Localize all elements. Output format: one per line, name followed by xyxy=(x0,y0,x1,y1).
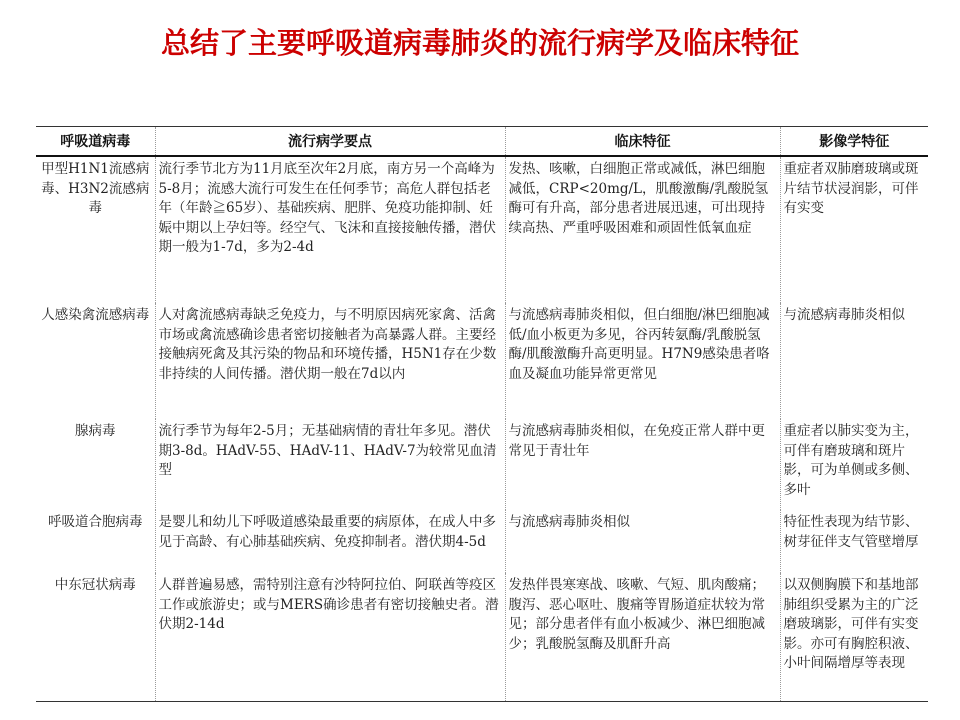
header-row xyxy=(36,127,928,157)
imaging-cell: 与流感病毒肺炎相似 xyxy=(780,303,928,419)
table-row xyxy=(36,303,928,419)
table-row xyxy=(36,419,928,510)
table-row xyxy=(36,510,928,573)
epidemiology-cell: 流行季节为每年2-5月；无基础病情的青壮年多见。潜伏期3-8d。HAdV-55、HAdV-11、HAdV-7为较常见血清型 xyxy=(155,419,505,510)
virus-name: 腺病毒 xyxy=(75,423,116,439)
comparison-table xyxy=(36,126,928,702)
clinical-cell: 发热、咳嗽，白细胞正常或减低，淋巴细胞减低，CRP<20mg/L，肌酸激酶/乳酸脱氢酶可有升高，部分患者进展迅速，可出现持续高热、严重呼吸困难和顽固性低氧血症 xyxy=(505,156,780,303)
clinical-cell: 发热伴畏寒寒战、咳嗽、气短、肌肉酸痛；腹泻、恶心呕吐、腹痛等胃肠道症状较为常见；部分患者伴有血小板减少、淋巴细胞减少；乳酸脱氢酶及肌酐升高 xyxy=(505,573,780,702)
header-virus: 呼吸道病毒 xyxy=(36,127,155,157)
imaging-cell: 重症者以肺实变为主，可伴有磨玻璃和斑片影，可为单侧或多侧、多叶 xyxy=(780,419,928,510)
virus-name: 中东冠状病毒 xyxy=(36,573,155,702)
imaging-cell: 特征性表现为结节影、树芽征伴支气管壁增厚 xyxy=(780,510,928,573)
clinical-cell: 与流感病毒肺炎相似 xyxy=(505,510,780,573)
epidemiology-cell: 是婴儿和幼儿下呼吸道感染最重要的病原体，在成人中多见于高龄、有心肺基础疾病、免疫抑制者。潜伏期4-5d xyxy=(155,510,505,573)
virus-name: 呼吸道合胞病毒 xyxy=(48,514,143,530)
epidemiology-cell: 人对禽流感病毒缺乏免疫力，与不明原因病死家禽、活禽市场或禽流感确诊患者密切接触者为高暴露人群。主要经接触病死禽及其污染的物品和环境传播，H5N1存在少数非持续的人间传播。潜伏期一般在7d以内 xyxy=(155,303,505,419)
clinical-cell: 与流感病毒肺炎相似，在免疫正常人群中更常见于青壮年 xyxy=(505,419,780,510)
imaging-cell: 以双侧胸膜下和基地部肺组织受累为主的广泛磨玻璃影，可伴有实变影。亦可有胸腔积液、小叶间隔增厚等表现 xyxy=(780,573,928,702)
table-row xyxy=(36,573,928,702)
slide-title: 总结了主要呼吸道病毒肺炎的流行病学及临床特征 xyxy=(160,26,799,60)
header-epidemiology: 流行病学要点 xyxy=(155,127,505,157)
header-clinical: 临床特征 xyxy=(505,127,780,157)
clinical-cell: 与流感病毒肺炎相似，但白细胞/淋巴细胞减低/血小板更为多见，谷丙转氨酶/乳酸脱氢酶/肌酸激酶升高更明显。H7N9感染患者咯血及凝血功能异常更常见 xyxy=(505,303,780,419)
virus-name: 甲型H1N1流感病毒、H3N2流感病毒 xyxy=(41,161,150,216)
epidemiology-cell: 人群普遍易感，需特别注意有沙特阿拉伯、阿联酋等疫区工作或旅游史；或与MERS确诊患者有密切接触史者。潜伏期2-14d xyxy=(155,573,505,702)
virus-name: 人感染禽流感病毒 xyxy=(41,307,150,323)
epidemiology-cell: 流行季节北方为11月底至次年2月底，南方另一个高峰为5-8月；流感大流行可发生在任何季节；高危人群包括老年（年龄≧65岁）、基础疾病、肥胖、免疫功能抑制、妊娠中期以上孕妇等。经空气、飞沫和直接接触传播，潜伏期一般为1-7d，多为2-4d xyxy=(155,156,505,303)
table-row xyxy=(36,156,928,303)
header-imaging: 影像学特征 xyxy=(780,127,928,157)
imaging-cell: 重症者双肺磨玻璃或斑片结节状浸润影，可伴有实变 xyxy=(780,156,928,303)
